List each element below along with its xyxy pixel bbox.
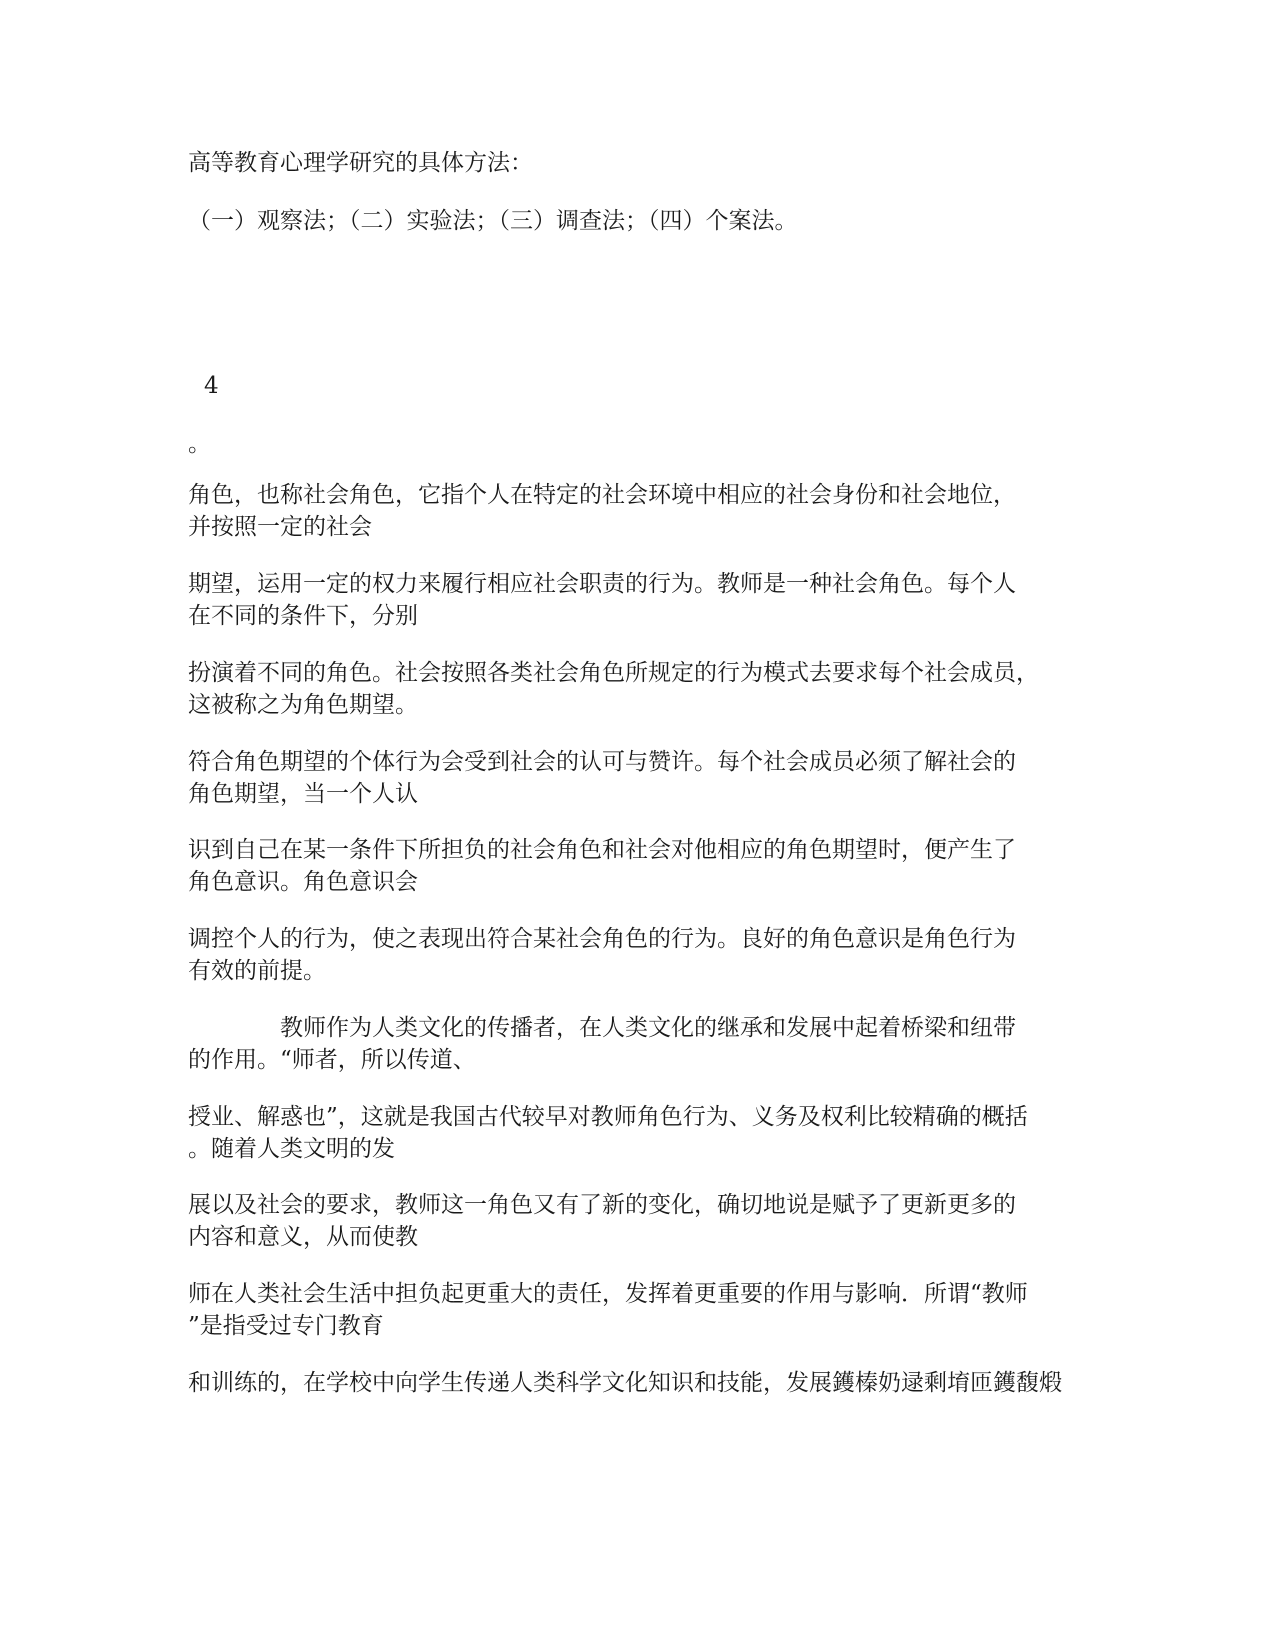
- paragraph-line: 角色意识。角色意识会: [188, 869, 418, 895]
- methods-list: （一）观察法；（二）实验法；（三）调查法；（四）个案法。: [188, 208, 798, 234]
- paragraph-line: 授业、解惑也”，这就是我国古代较早对教师角色行为、义务及权利比较精确的概括: [188, 1104, 1028, 1130]
- paragraph: [188, 479, 1088, 543]
- paragraph-line: 。随着人类文明的发: [188, 1136, 395, 1162]
- paragraph-line: 教师作为人类文化的传播者，在人类文化的继承和发展中起着桥梁和纽带: [188, 1015, 1016, 1041]
- paragraph-line: 有效的前提。: [188, 958, 326, 984]
- paragraph-line: 扮演着不同的角色。社会按照各类社会角色所规定的行为模式去要求每个社会成员，: [188, 660, 1039, 686]
- paragraph-line: 角色期望，当一个人认: [188, 781, 418, 807]
- paragraph: [188, 1278, 1088, 1342]
- paragraph: [188, 568, 1088, 632]
- paragraph-line: ”是指受过专门教育: [188, 1313, 384, 1339]
- paragraph-line: 内容和意义，从而使教: [188, 1224, 418, 1250]
- paragraph: [188, 1012, 1088, 1076]
- paragraph-line: 符合角色期望的个体行为会受到社会的认可与赞许。每个社会成员必须了解社会的: [188, 749, 1016, 775]
- paragraph: [188, 1101, 1088, 1165]
- paragraph-line: 识到自己在某一条件下所担负的社会角色和社会对他相应的角色期望时，便产生了: [188, 837, 1016, 863]
- paragraph-line: 在不同的条件下，分别: [188, 603, 418, 629]
- paragraph-line: 的作用。“师者，所以传道、: [188, 1047, 476, 1073]
- paragraph-line: 这被称之为角色期望。: [188, 692, 418, 718]
- paragraph-line: 师在人类社会生活中担负起更重大的责任，发挥着更重要的作用与影响．所谓“教师: [188, 1281, 1028, 1307]
- paragraph-line: 角色，也称社会角色，它指个人在特定的社会环境中相应的社会身份和社会地位，: [188, 482, 1016, 508]
- paragraph-line: 展以及社会的要求，教师这一角色又有了新的变化，确切地说是赋予了更新更多的: [188, 1192, 1016, 1218]
- paragraph: [188, 834, 1088, 898]
- section-heading: 高等教育心理学研究的具体方法：: [188, 150, 533, 176]
- paragraph: [188, 923, 1088, 987]
- page-number: 4: [204, 373, 219, 399]
- paragraph: [188, 1189, 1088, 1253]
- final-line: 和训练的，在学校中向学生传递人类科学文化知识和技能，发展鑊榛奶逯剩堉匝鑊馥煅: [188, 1370, 1062, 1396]
- paragraph: [188, 746, 1088, 810]
- paragraph-line: 并按照一定的社会: [188, 514, 372, 540]
- paragraph-line: 调控个人的行为，使之表现出符合某社会角色的行为。良好的角色意识是角色行为: [188, 926, 1016, 952]
- stray-punctuation: 。: [188, 431, 211, 457]
- paragraph-line: 期望，运用一定的权力来履行相应社会职责的行为。教师是一种社会角色。每个人: [188, 571, 1016, 597]
- paragraph: [188, 657, 1088, 721]
